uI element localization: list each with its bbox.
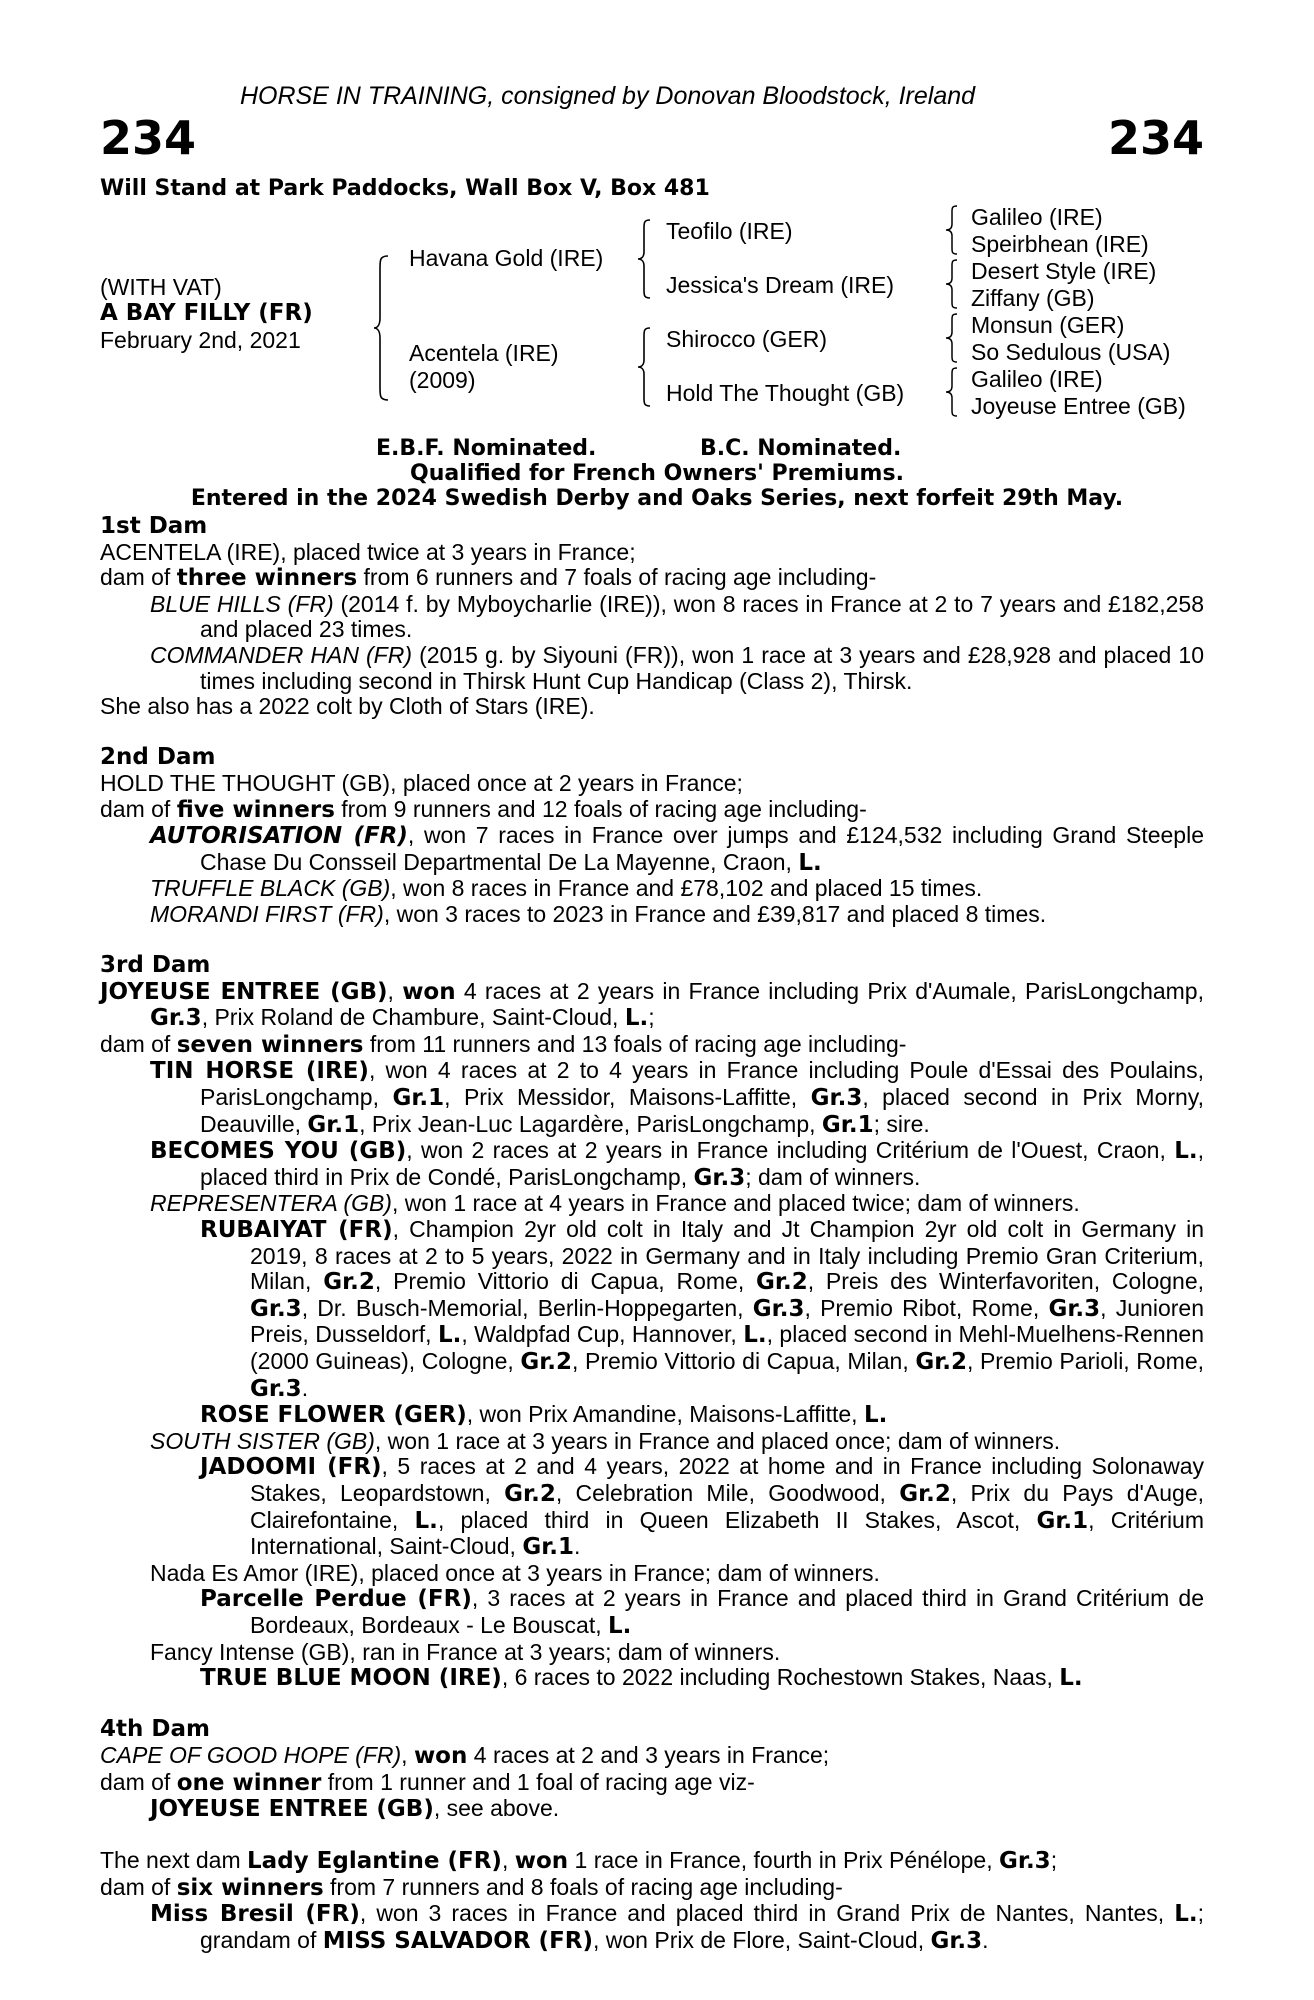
pedigree-brace <box>944 366 960 418</box>
section-heading: 1st Dam <box>100 513 208 539</box>
ss-sire: Galileo (IRE) <box>971 204 1103 230</box>
section-heading: 3rd Dam <box>100 952 211 979</box>
dam-produce-line: dam of six winners from 7 runners and 8 foals of racing age including- <box>100 1873 843 1901</box>
sire-dam: Jessica's Dream (IRE) <box>666 272 895 298</box>
ebf-nomination: E.B.F. Nominated. <box>376 436 597 461</box>
ds-sire: Monsun (GER) <box>971 312 1125 338</box>
catalogue-header: HORSE IN TRAINING, consigned by Donovan Bloodstock, Ireland <box>240 82 976 110</box>
lot-number-right: 234 <box>1107 111 1204 165</box>
dam-produce-line: dam of one winner from 1 runner and 1 foal of racing age viz- <box>100 1768 755 1796</box>
lot-name: A BAY FILLY (FR) <box>100 300 313 326</box>
progeny-entry: Parcelle Perdue (FR), 3 races at 2 years in France and placed third in Grand Critérium de Bordeaux, Bordeaux - Le Bouscat, L. <box>200 1585 1204 1639</box>
pedigree-brace <box>944 312 960 364</box>
progeny-entry: TIN HORSE (IRE), won 4 races at 2 to 4 years in France including Poule d'Essai des Poulains, ParisLongchamp, Gr.1, Prix Messidor, Maisons-Laffitte, Gr.3, placed second in Prix Morny, Deauville, Gr.1, Prix Jean-Luc Lagardère, ParisLongchamp, Gr.1; sire. <box>150 1057 1204 1138</box>
dam-produce-line: dam of three winners from 6 runners and 7 foals of racing age including- <box>100 564 877 592</box>
progeny-entry: Fancy Intense (GB), ran in France at 3 years; dam of winners. <box>150 1638 781 1665</box>
progeny-note: She also has a 2022 colt by Cloth of Stars (IRE). <box>100 693 595 720</box>
lot-number-left: 234 <box>100 111 197 165</box>
progeny-entry: TRUE BLUE MOON (IRE), 6 races to 2022 including Rochestown Stakes, Naas, L. <box>200 1664 1083 1692</box>
pedigree-brace <box>636 326 654 408</box>
dam-line: ACENTELA (IRE), placed twice at 3 years in France; <box>100 538 636 565</box>
dam-sire: Shirocco (GER) <box>666 326 828 352</box>
progeny-entry: REPRESENTERA (GB), won 1 race at 4 years in France and placed twice; dam of winners. <box>150 1190 1080 1217</box>
progeny-entry: BECOMES YOU (GB), won 2 races at 2 years in France including Critérium de l'Ouest, Craon, L., placed third in Prix de Condé, ParisLongchamp, Gr.3; dam of winners. <box>150 1137 1204 1191</box>
ds-dam: So Sedulous (USA) <box>971 339 1171 365</box>
progeny-entry: Nada Es Amor (IRE), placed once at 3 years in France; dam of winners. <box>150 1559 880 1586</box>
dam-produce-line: dam of seven winners from 11 runners and 13 foals of racing age including- <box>100 1030 907 1058</box>
dd-sire: Galileo (IRE) <box>971 366 1103 392</box>
stand-location: Will Stand at Park Paddocks, Wall Box V, Box 481 <box>100 176 710 201</box>
pedigree-brace <box>944 204 960 256</box>
swedish-series: Entered in the 2024 Swedish Derby and Oaks Series, next forfeit 29th May. <box>190 486 1124 511</box>
progeny-entry: RUBAIYAT (FR), Champion 2yr old colt in Italy and Jt Champion 2yr old colt in Germany in 2019, 8 races at 2 to 5 years, 2022 in Germany and in Italy including Premio Gran Criterium, Milan, Gr.2, Premio Vittorio di Capua, Rome, Gr.2, Preis des Winterfavoriten, Cologne, Gr.3, Dr. Busch-Memorial, Berlin-Hoppegarten, Gr.3, Premio Ribot, Rome, Gr.3, Junioren Preis, Dusseldorf, L., Waldpfad Cup, Hannover, L., placed second in Mehl-Muelhens-Rennen (2000 Guineas), Cologne, Gr.2, Premio Vittorio di Capua, Milan, Gr.2, Premio Parioli, Rome, Gr.3. <box>200 1216 1205 1402</box>
pedigree-brace <box>372 254 392 402</box>
ss-dam: Speirbhean (IRE) <box>971 231 1149 257</box>
sire: Havana Gold (IRE) <box>409 245 604 271</box>
progeny-entry: Miss Bresil (FR), won 3 races in France and placed third in Grand Prix de Nantes, Nantes, L.; grandam of MISS SALVADOR (FR), won Prix de Flore, Saint-Cloud, Gr.3. <box>150 1900 1204 1955</box>
dam-line: HOLD THE THOUGHT (GB), placed once at 2 years in France; <box>100 769 743 796</box>
section-heading: 2nd Dam <box>100 744 216 771</box>
dam-line: JOYEUSE ENTREE (GB), won 4 races at 2 years in France including Prix d'Aumale, ParisLongchamp, Gr.3, Prix Roland de Chambure, Saint-Cloud, L.; <box>100 977 1204 1032</box>
pedigree-brace <box>944 258 960 310</box>
dam: Acentela (IRE) <box>409 340 559 366</box>
dam-produce-line: dam of five winners from 9 runners and 12 foals of racing age including- <box>100 795 867 823</box>
next-dam-line: The next dam Lady Eglantine (FR), won 1 race in France, fourth in Prix Pénélope, Gr.3; <box>100 1847 1058 1875</box>
progeny-entry: JADOOMI (FR), 5 races at 2 and 4 years, 2022 at home and in France including Solonaway Stakes, Leopardstown, Gr.2, Celebration Mile, Goodwood, Gr.2, Prix du Pays d'Auge, Clairefontaine, L., placed third in Queen Elizabeth II Stakes, Ascot, Gr.1, Critérium International, Saint-Cloud, Gr.1. <box>200 1453 1205 1561</box>
progeny-entry: MORANDI FIRST (FR), won 3 races to 2023 in France and £39,817 and placed 8 times. <box>150 900 1047 927</box>
progeny-entry: TRUFFLE BLACK (GB), won 8 races in France and £78,102 and placed 15 times. <box>150 875 983 902</box>
progeny-entry: ROSE FLOWER (GER), won Prix Amandine, Maisons-Laffitte, L. <box>200 1401 888 1429</box>
section-heading: 4th Dam <box>100 1716 210 1743</box>
dam-dam: Hold The Thought (GB) <box>666 380 905 406</box>
foaling-date: February 2nd, 2021 <box>100 327 301 353</box>
bc-nomination: B.C. Nominated. <box>700 436 902 461</box>
sire-sire: Teofilo (IRE) <box>666 218 793 244</box>
dd-dam: Joyeuse Entree (GB) <box>971 393 1186 419</box>
catalogue-body <box>100 514 1204 1955</box>
sd-dam: Ziffany (GB) <box>971 285 1095 311</box>
dam-year: (2009) <box>409 367 476 393</box>
vat-label: (WITH VAT) <box>100 274 222 300</box>
progeny-entry: COMMANDER HAN (FR) (2015 g. by Siyouni (FR)), won 1 race at 3 years and £28,928 and placed 10 times including second in Thirsk Hunt Cup Handicap (Class 2), Thirsk. <box>150 641 1204 694</box>
pedigree-brace <box>636 218 654 300</box>
dam-line: CAPE OF GOOD HOPE (FR), won 4 races at 2 and 3 years in France; <box>100 1741 830 1769</box>
french-premiums: Qualified for French Owners' Premiums. <box>410 461 904 486</box>
sd-sire: Desert Style (IRE) <box>971 258 1157 284</box>
progeny-entry: SOUTH SISTER (GB), won 1 race at 3 years in France and placed once; dam of winners. <box>150 1427 1061 1454</box>
progeny-entry: BLUE HILLS (FR) (2014 f. by Myboycharlie (IRE)), won 8 races in France at 2 to 7 years and £182,258 and placed 23 times. <box>150 590 1204 643</box>
progeny-entry: JOYEUSE ENTREE (GB), see above. <box>150 1795 560 1823</box>
progeny-entry: AUTORISATION (FR), won 7 races in France over jumps and £124,532 including Grand Steeple Chase Du Consseil Departmental De La Mayenne, Craon, L. <box>150 822 1204 876</box>
